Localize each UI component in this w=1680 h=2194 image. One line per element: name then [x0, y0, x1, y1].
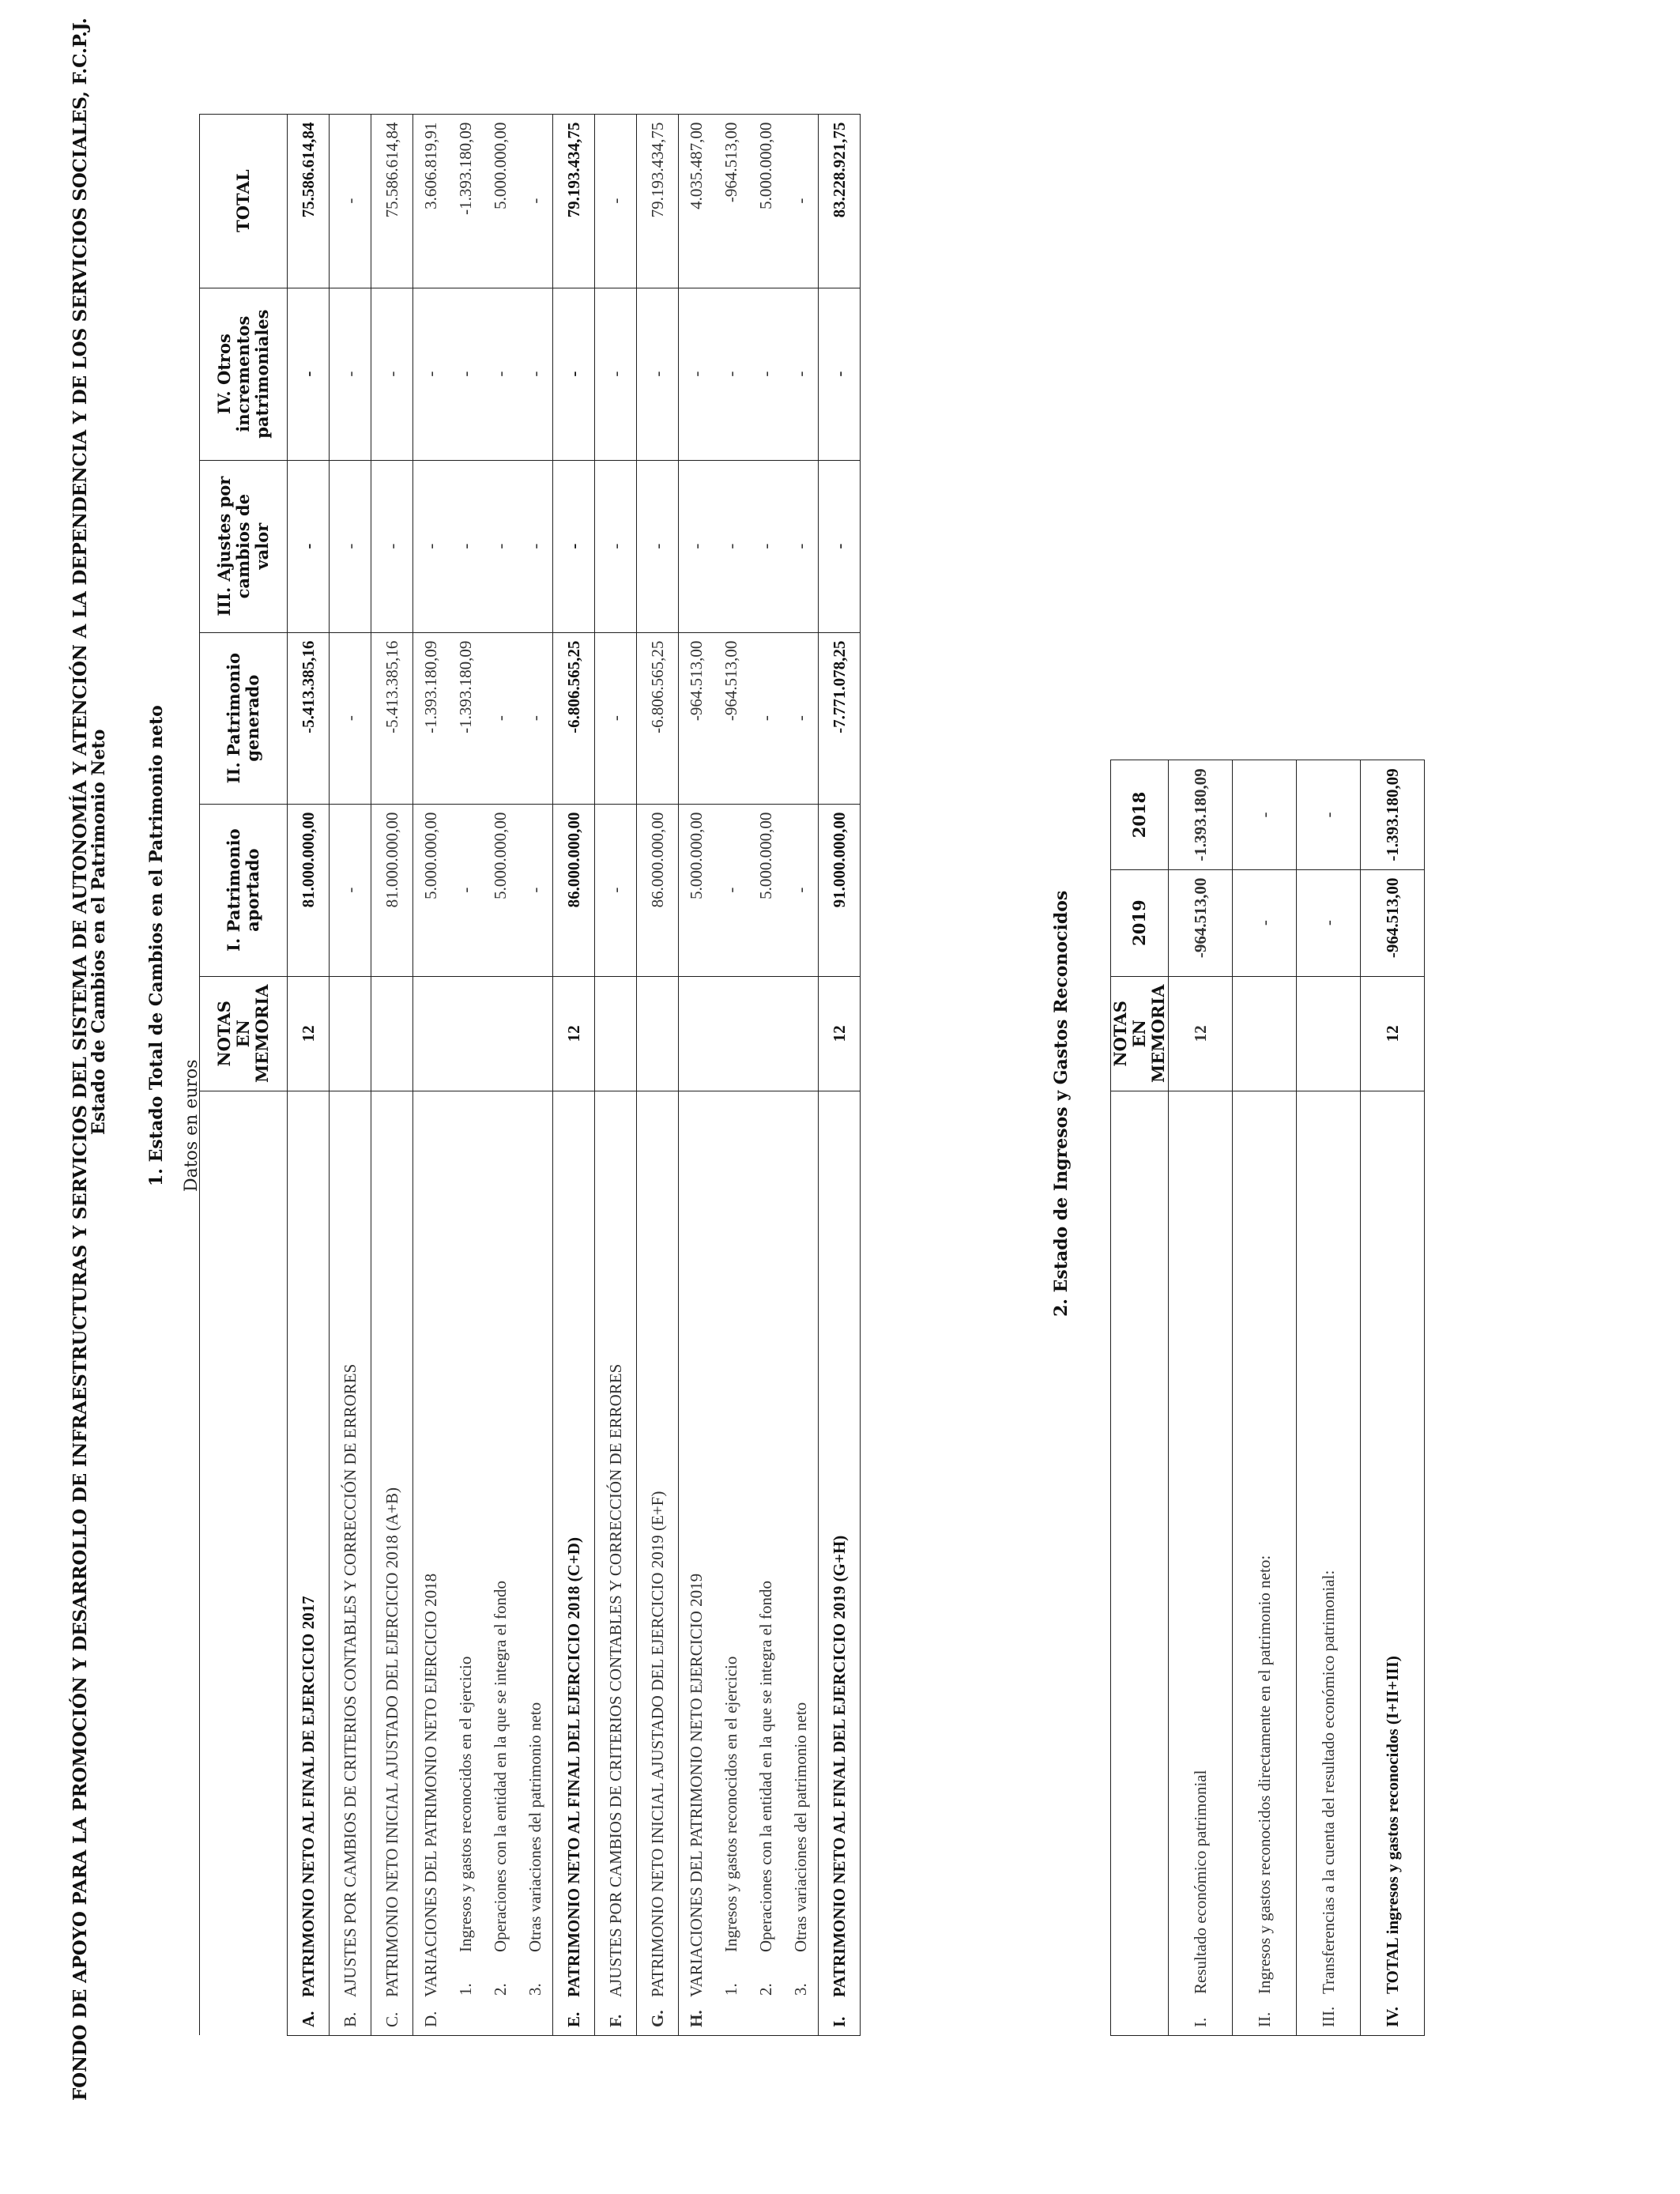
- row-letter: I.: [829, 2016, 849, 2027]
- row-letter: IV.: [1382, 2007, 1402, 2027]
- cell-generado: -: [748, 632, 783, 804]
- document-title: Estado de Cambios en el Patrimonio Neto: [89, 729, 109, 1135]
- row-letter: A.: [298, 2011, 318, 2027]
- cell-otros: -: [483, 288, 518, 460]
- row-note: 12: [819, 976, 861, 1091]
- cell-ajustes: -: [679, 460, 714, 632]
- row-note: [1233, 976, 1297, 1091]
- cell-ajustes: -: [330, 460, 371, 632]
- row-label: VARIACIONES DEL PATRIMONIO NETO EJERCICIO 2018: [420, 1573, 440, 1997]
- row-letter: G.: [647, 2010, 667, 2027]
- table-row: [413, 114, 449, 2035]
- cell-ajustes: -: [483, 460, 518, 632]
- cell-generado: -964.513,00: [679, 632, 714, 804]
- row-note: 12: [1361, 976, 1425, 1091]
- row-letter: F.: [605, 2014, 625, 2027]
- row-letter: II.: [1254, 2011, 1274, 2027]
- header-2019: 2019: [1111, 869, 1169, 976]
- cell-2019: -: [1233, 869, 1297, 976]
- cell-otros: -: [595, 288, 637, 460]
- cell-otros: -: [783, 288, 819, 460]
- cell-ajustes: -: [448, 460, 483, 632]
- fund-header: FONDO DE APOYO PARA LA PROMOCIÓN Y DESARROLLO DE INFRAESTRUCTURAS Y SERVICIOS DEL SISTEMA DE AUTONOMÍA Y ATENCIÓN A LA DEPENDENCIA Y DE LOS SERVICIOS SOCIALES, F.C.P.J.: [70, 17, 91, 2101]
- table-row: [783, 114, 819, 2035]
- row-letter: C.: [382, 2011, 401, 2027]
- cell-total: -1.393.180,09: [448, 114, 483, 288]
- cell-otros: -: [413, 288, 449, 460]
- cell-generado: -6.806.565,25: [553, 632, 595, 804]
- cell-aportado: -: [330, 804, 371, 976]
- row-note: [783, 976, 819, 1091]
- row-note: [518, 976, 553, 1091]
- cell-ajustes: -: [595, 460, 637, 632]
- row-label: Transferencias a la cuenta del resultado económico patrimonial:: [1318, 1570, 1338, 1994]
- row-label: Resultado económico patrimonial: [1190, 1770, 1210, 1994]
- row-label: VARIACIONES DEL PATRIMONIO NETO EJERCICIO 2019: [686, 1573, 706, 1997]
- cell-otros: -: [448, 288, 483, 460]
- row-letter: 1.: [721, 1983, 740, 1996]
- cell-generado: -5.413.385,16: [371, 632, 413, 804]
- cell-aportado: 5.000.000,00: [679, 804, 714, 976]
- cell-aportado: 86.000.000,00: [553, 804, 595, 976]
- table-row: [553, 114, 595, 2035]
- row-note: [637, 976, 679, 1091]
- row-note: 12: [553, 976, 595, 1091]
- header-blank: [200, 1091, 288, 2036]
- table-row: [448, 114, 483, 2035]
- table-row: [679, 114, 714, 2035]
- cell-ajustes: -: [413, 460, 449, 632]
- cell-generado: -: [518, 632, 553, 804]
- row-letter: B.: [340, 2011, 360, 2027]
- cell-total: 5.000.000,00: [748, 114, 783, 288]
- cell-aportado: 5.000.000,00: [483, 804, 518, 976]
- row-letter: 2.: [755, 1983, 775, 1996]
- cell-total: -: [783, 114, 819, 288]
- row-label: Ingresos y gastos reconocidos en el ejercicio: [455, 1656, 475, 1952]
- cell-generado: -7.771.078,25: [819, 632, 861, 804]
- table-row: [1361, 760, 1425, 2036]
- row-letter: 1.: [455, 1983, 475, 1996]
- table-row: [637, 114, 679, 2035]
- cell-total: -: [330, 114, 371, 288]
- cell-ajustes: -: [518, 460, 553, 632]
- cell-2018: -1.393.180,09: [1361, 760, 1425, 869]
- cell-otros: -: [518, 288, 553, 460]
- cell-ajustes: -: [748, 460, 783, 632]
- table-row: [1169, 760, 1233, 2036]
- cell-otros: -: [371, 288, 413, 460]
- cell-generado: -1.393.180,09: [448, 632, 483, 804]
- row-note: [413, 976, 449, 1091]
- row-note: [448, 976, 483, 1091]
- cell-aportado: -: [448, 804, 483, 976]
- header-generado: II. Patrimonio generado: [200, 632, 288, 804]
- row-label: Ingresos y gastos reconocidos directamente en el patrimonio neto:: [1254, 1555, 1274, 1994]
- header-ajustes: III. Ajustes por cambios de valor: [200, 460, 288, 632]
- cell-aportado: -: [518, 804, 553, 976]
- cell-otros: -: [819, 288, 861, 460]
- cell-aportado: 81.000.000,00: [288, 804, 330, 976]
- header-notes: NOTAS EN MEMORIA: [200, 976, 288, 1091]
- cell-aportado: -: [783, 804, 819, 976]
- row-label: Ingresos y gastos reconocidos en el ejercicio: [721, 1656, 740, 1952]
- row-label: TOTAL ingresos y gastos reconocidos (I+II+III): [1382, 1656, 1402, 1994]
- cell-generado: -: [595, 632, 637, 804]
- row-note: [1297, 976, 1361, 1091]
- cell-total: 3.606.819,91: [413, 114, 449, 288]
- cell-ajustes: -: [553, 460, 595, 632]
- cell-generado: -: [783, 632, 819, 804]
- cell-otros: -: [288, 288, 330, 460]
- cell-total: 4.035.487,00: [679, 114, 714, 288]
- row-label: Operaciones con la entidad en la que se integra el fondo: [755, 1581, 775, 1952]
- table-row: [330, 114, 371, 2035]
- cell-2019: -964.513,00: [1361, 869, 1425, 976]
- cell-otros: -: [714, 288, 748, 460]
- cell-ajustes: -: [819, 460, 861, 632]
- cell-total: -: [518, 114, 553, 288]
- row-letter: 3.: [790, 1983, 810, 1996]
- cell-generado: -: [330, 632, 371, 804]
- cell-total: -: [595, 114, 637, 288]
- table-row: [595, 114, 637, 2035]
- row-note: [748, 976, 783, 1091]
- row-note: [483, 976, 518, 1091]
- row-letter: E.: [563, 2011, 583, 2027]
- row-letter: I.: [1190, 2017, 1210, 2027]
- row-note: [371, 976, 413, 1091]
- cell-otros: -: [553, 288, 595, 460]
- cell-ajustes: -: [371, 460, 413, 632]
- row-label: AJUSTES POR CAMBIOS DE CRITERIOS CONTABLES Y CORRECCIÓN DE ERRORES: [340, 1363, 360, 1997]
- cell-otros: -: [748, 288, 783, 460]
- row-letter: D.: [420, 2011, 440, 2027]
- row-label: PATRIMONIO NETO AL FINAL DE EJERCICIO 2017: [298, 1596, 318, 1997]
- row-label: Otras variaciones del patrimonio neto: [790, 1702, 810, 1952]
- cell-otros: -: [330, 288, 371, 460]
- row-letter: III.: [1318, 2006, 1338, 2027]
- cell-2018: -1.393.180,09: [1169, 760, 1233, 869]
- cell-generado: -1.393.180,09: [413, 632, 449, 804]
- table-row: [819, 114, 861, 2035]
- cell-total: 83.228.921,75: [819, 114, 861, 288]
- row-label: Otras variaciones del patrimonio neto: [525, 1702, 544, 1952]
- table-row: [1233, 760, 1297, 2036]
- header-blank: [1111, 1091, 1169, 2036]
- cell-total: 79.193.434,75: [553, 114, 595, 288]
- row-label: PATRIMONIO NETO AL FINAL DEL EJERCICIO 2019 (G+H): [829, 1535, 849, 1997]
- table-row: [288, 114, 330, 2035]
- cell-ajustes: -: [637, 460, 679, 632]
- ingresos-gastos-table: [1110, 760, 1425, 2036]
- cell-generado: -5.413.385,16: [288, 632, 330, 804]
- row-letter: 2.: [490, 1983, 510, 1996]
- patrimonio-changes-table: [199, 114, 861, 2036]
- cell-total: 79.193.434,75: [637, 114, 679, 288]
- header-total: TOTAL: [200, 114, 288, 288]
- row-label: PATRIMONIO NETO INICIAL AJUSTADO DEL EJERCICIO 2018 (A+B): [382, 1487, 401, 1997]
- cell-total: 5.000.000,00: [483, 114, 518, 288]
- header-aportado: I. Patrimonio aportado: [200, 804, 288, 976]
- table-row: [714, 114, 748, 2035]
- units-note: Datos en euros: [182, 1059, 202, 1192]
- row-label: PATRIMONIO NETO INICIAL AJUSTADO DEL EJERCICIO 2019 (E+F): [647, 1491, 667, 1997]
- cell-generado: -964.513,00: [714, 632, 748, 804]
- header-otros: IV. Otros incrementos patrimoniales: [200, 288, 288, 460]
- row-label: Operaciones con la entidad en la que se integra el fondo: [490, 1581, 510, 1952]
- table-row: [518, 114, 553, 2035]
- section2-title: 2. Estado de Ingresos y Gastos Reconocidos: [1051, 890, 1072, 1317]
- row-letter: 3.: [525, 1983, 544, 1996]
- cell-aportado: 5.000.000,00: [748, 804, 783, 976]
- cell-total: 75.586.614,84: [288, 114, 330, 288]
- row-label: PATRIMONIO NETO AL FINAL DEL EJERCICIO 2018 (C+D): [563, 1537, 583, 1997]
- cell-otros: -: [679, 288, 714, 460]
- cell-2019: -: [1297, 869, 1361, 976]
- cell-generado: -: [483, 632, 518, 804]
- table-row: [1297, 760, 1361, 2036]
- row-note: [330, 976, 371, 1091]
- row-letter: H.: [686, 2010, 706, 2027]
- cell-otros: -: [637, 288, 679, 460]
- cell-total: 75.586.614,84: [371, 114, 413, 288]
- cell-total: -964.513,00: [714, 114, 748, 288]
- row-label: AJUSTES POR CAMBIOS DE CRITERIOS CONTABLES Y CORRECCIÓN DE ERRORES: [605, 1363, 625, 1997]
- cell-2018: -: [1233, 760, 1297, 869]
- header-2018: 2018: [1111, 760, 1169, 869]
- cell-ajustes: -: [783, 460, 819, 632]
- cell-generado: -6.806.565,25: [637, 632, 679, 804]
- header-notes: NOTAS EN MEMORIA: [1111, 976, 1169, 1091]
- cell-2018: -: [1297, 760, 1361, 869]
- row-note: 12: [288, 976, 330, 1091]
- cell-aportado: 5.000.000,00: [413, 804, 449, 976]
- row-note: [714, 976, 748, 1091]
- row-note: 12: [1169, 976, 1233, 1091]
- cell-aportado: 81.000.000,00: [371, 804, 413, 976]
- cell-aportado: -: [714, 804, 748, 976]
- cell-ajustes: -: [714, 460, 748, 632]
- cell-ajustes: -: [288, 460, 330, 632]
- cell-aportado: -: [595, 804, 637, 976]
- cell-2019: -964.513,00: [1169, 869, 1233, 976]
- row-note: [595, 976, 637, 1091]
- table-row: [483, 114, 518, 2035]
- table-row: [748, 114, 783, 2035]
- row-note: [679, 976, 714, 1091]
- table-row: [371, 114, 413, 2035]
- cell-aportado: 91.000.000,00: [819, 804, 861, 976]
- section1-title: 1. Estado Total de Cambios en el Patrimonio neto: [146, 705, 167, 1186]
- cell-aportado: 86.000.000,00: [637, 804, 679, 976]
